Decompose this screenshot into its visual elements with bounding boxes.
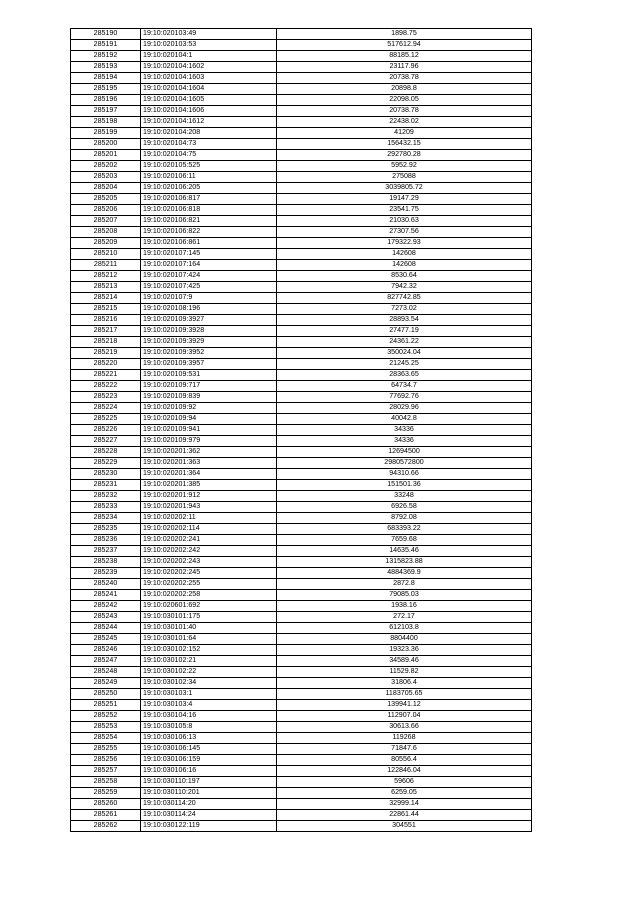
value-cell: 139941.12 <box>277 700 532 711</box>
row-number-cell: 285208 <box>71 227 141 238</box>
cadastral-number-cell: 19:10:030101:40 <box>141 623 277 634</box>
table-row <box>71 161 532 172</box>
cadastral-number-cell: 19:10:020107:145 <box>141 249 277 260</box>
table-row <box>71 601 532 612</box>
table-row <box>71 733 532 744</box>
cadastral-number-cell: 19:10:020104:1602 <box>141 62 277 73</box>
table-row <box>71 40 532 51</box>
value-cell: 59606 <box>277 777 532 788</box>
value-cell: 122846.04 <box>277 766 532 777</box>
row-number-cell: 285216 <box>71 315 141 326</box>
row-number-cell: 285228 <box>71 447 141 458</box>
table-row <box>71 766 532 777</box>
row-number-cell: 285244 <box>71 623 141 634</box>
row-number-cell: 285255 <box>71 744 141 755</box>
value-cell: 23541.75 <box>277 205 532 216</box>
table-row <box>71 271 532 282</box>
value-cell: 119268 <box>277 733 532 744</box>
row-number-cell: 285203 <box>71 172 141 183</box>
row-number-cell: 285238 <box>71 557 141 568</box>
cadastral-value-table <box>70 28 532 832</box>
row-number-cell: 285249 <box>71 678 141 689</box>
cadastral-number-cell: 19:10:020109:717 <box>141 381 277 392</box>
table-row <box>71 821 532 832</box>
cadastral-number-cell: 19:10:030106:145 <box>141 744 277 755</box>
row-number-cell: 285195 <box>71 84 141 95</box>
table-row <box>71 447 532 458</box>
row-number-cell: 285206 <box>71 205 141 216</box>
row-number-cell: 285232 <box>71 491 141 502</box>
value-cell: 517612.94 <box>277 40 532 51</box>
row-number-cell: 285222 <box>71 381 141 392</box>
cadastral-number-cell: 19:10:020109:92 <box>141 403 277 414</box>
table-row <box>71 744 532 755</box>
value-cell: 179322.93 <box>277 238 532 249</box>
table-row <box>71 403 532 414</box>
row-number-cell: 285235 <box>71 524 141 535</box>
table-row <box>71 194 532 205</box>
row-number-cell: 285200 <box>71 139 141 150</box>
table-row <box>71 579 532 590</box>
cadastral-number-cell: 19:10:020201:363 <box>141 458 277 469</box>
value-cell: 350024.04 <box>277 348 532 359</box>
cadastral-number-cell: 19:10:020104:208 <box>141 128 277 139</box>
cadastral-number-cell: 19:10:020109:3952 <box>141 348 277 359</box>
table-row <box>71 238 532 249</box>
cadastral-number-cell: 19:10:020109:3957 <box>141 359 277 370</box>
table-row <box>71 106 532 117</box>
row-number-cell: 285214 <box>71 293 141 304</box>
row-number-cell: 285201 <box>71 150 141 161</box>
row-number-cell: 285254 <box>71 733 141 744</box>
value-cell: 40042.8 <box>277 414 532 425</box>
cadastral-number-cell: 19:10:020106:821 <box>141 216 277 227</box>
cadastral-number-cell: 19:10:020109:94 <box>141 414 277 425</box>
value-cell: 19147.29 <box>277 194 532 205</box>
row-number-cell: 285199 <box>71 128 141 139</box>
table-row <box>71 799 532 810</box>
table-row <box>71 117 532 128</box>
row-number-cell: 285224 <box>71 403 141 414</box>
table-row <box>71 326 532 337</box>
table-row <box>71 700 532 711</box>
cadastral-number-cell: 19:10:020201:364 <box>141 469 277 480</box>
table-row <box>71 29 532 40</box>
cadastral-number-cell: 19:10:020104:1604 <box>141 84 277 95</box>
cadastral-number-cell: 19:10:020103:53 <box>141 40 277 51</box>
row-number-cell: 285194 <box>71 73 141 84</box>
row-number-cell: 285190 <box>71 29 141 40</box>
table-row <box>71 678 532 689</box>
cadastral-number-cell: 19:10:020202:242 <box>141 546 277 557</box>
row-number-cell: 285237 <box>71 546 141 557</box>
table-row <box>71 436 532 447</box>
cadastral-number-cell: 19:10:030102:152 <box>141 645 277 656</box>
value-cell: 27307.56 <box>277 227 532 238</box>
row-number-cell: 285215 <box>71 304 141 315</box>
table-row <box>71 612 532 623</box>
cadastral-number-cell: 19:10:020202:255 <box>141 579 277 590</box>
cadastral-number-cell: 19:10:030102:21 <box>141 656 277 667</box>
cadastral-number-cell: 19:10:020601:692 <box>141 601 277 612</box>
row-number-cell: 285258 <box>71 777 141 788</box>
cadastral-number-cell: 19:10:020109:3928 <box>141 326 277 337</box>
cadastral-number-cell: 19:10:030114:20 <box>141 799 277 810</box>
cadastral-number-cell: 19:10:020202:245 <box>141 568 277 579</box>
value-cell: 23117.96 <box>277 62 532 73</box>
cadastral-number-cell: 19:10:020106:861 <box>141 238 277 249</box>
value-cell: 6926.58 <box>277 502 532 513</box>
row-number-cell: 285256 <box>71 755 141 766</box>
cadastral-number-cell: 19:10:020201:912 <box>141 491 277 502</box>
cadastral-number-cell: 19:10:020104:1612 <box>141 117 277 128</box>
table-row <box>71 260 532 271</box>
value-cell: 34336 <box>277 436 532 447</box>
table-row <box>71 216 532 227</box>
value-cell: 142608 <box>277 249 532 260</box>
value-cell: 292780.28 <box>277 150 532 161</box>
value-cell: 20898.8 <box>277 84 532 95</box>
table-row <box>71 513 532 524</box>
table-row <box>71 359 532 370</box>
cadastral-number-cell: 19:10:020104:1606 <box>141 106 277 117</box>
row-number-cell: 285234 <box>71 513 141 524</box>
row-number-cell: 285253 <box>71 722 141 733</box>
cadastral-number-cell: 19:10:030101:64 <box>141 634 277 645</box>
table-row <box>71 535 532 546</box>
row-number-cell: 285218 <box>71 337 141 348</box>
cadastral-number-cell: 19:10:030102:34 <box>141 678 277 689</box>
cadastral-number-cell: 19:10:020107:164 <box>141 260 277 271</box>
row-number-cell: 285210 <box>71 249 141 260</box>
cadastral-number-cell: 19:10:020104:75 <box>141 150 277 161</box>
row-number-cell: 285198 <box>71 117 141 128</box>
value-cell: 156432.15 <box>277 139 532 150</box>
value-cell: 88185.12 <box>277 51 532 62</box>
table-row <box>71 150 532 161</box>
value-cell: 1938.16 <box>277 601 532 612</box>
value-cell: 28029.96 <box>277 403 532 414</box>
cadastral-number-cell: 19:10:030110:201 <box>141 788 277 799</box>
cadastral-number-cell: 19:10:020202:258 <box>141 590 277 601</box>
value-cell: 77692.76 <box>277 392 532 403</box>
value-cell: 28363.65 <box>277 370 532 381</box>
value-cell: 683393.22 <box>277 524 532 535</box>
value-cell: 12694500 <box>277 447 532 458</box>
row-number-cell: 285192 <box>71 51 141 62</box>
cadastral-number-cell: 19:10:020202:11 <box>141 513 277 524</box>
cadastral-number-cell: 19:10:030106:13 <box>141 733 277 744</box>
row-number-cell: 285229 <box>71 458 141 469</box>
row-number-cell: 285223 <box>71 392 141 403</box>
table-row <box>71 95 532 106</box>
row-number-cell: 285202 <box>71 161 141 172</box>
row-number-cell: 285259 <box>71 788 141 799</box>
value-cell: 612103.8 <box>277 623 532 634</box>
value-cell: 7942.32 <box>277 282 532 293</box>
row-number-cell: 285220 <box>71 359 141 370</box>
row-number-cell: 285245 <box>71 634 141 645</box>
cadastral-number-cell: 19:10:020107:424 <box>141 271 277 282</box>
value-cell: 6259.05 <box>277 788 532 799</box>
value-cell: 33248 <box>277 491 532 502</box>
row-number-cell: 285226 <box>71 425 141 436</box>
value-cell: 24361.22 <box>277 337 532 348</box>
cadastral-number-cell: 19:10:020201:362 <box>141 447 277 458</box>
value-cell: 34589.46 <box>277 656 532 667</box>
value-cell: 20738.78 <box>277 73 532 84</box>
cadastral-number-cell: 19:10:030122:119 <box>141 821 277 832</box>
cadastral-number-cell: 19:10:020109:531 <box>141 370 277 381</box>
row-number-cell: 285213 <box>71 282 141 293</box>
row-number-cell: 285252 <box>71 711 141 722</box>
cadastral-number-cell: 19:10:020106:205 <box>141 183 277 194</box>
value-cell: 1183705.65 <box>277 689 532 700</box>
table-row <box>71 557 532 568</box>
value-cell: 151501.36 <box>277 480 532 491</box>
cadastral-number-cell: 19:10:020108:196 <box>141 304 277 315</box>
row-number-cell: 285209 <box>71 238 141 249</box>
table-row <box>71 502 532 513</box>
table-row <box>71 381 532 392</box>
table-row <box>71 172 532 183</box>
table-row <box>71 392 532 403</box>
value-cell: 112907.04 <box>277 711 532 722</box>
table-row <box>71 491 532 502</box>
table-row <box>71 62 532 73</box>
value-cell: 31806.4 <box>277 678 532 689</box>
row-number-cell: 285250 <box>71 689 141 700</box>
row-number-cell: 285204 <box>71 183 141 194</box>
table-row <box>71 315 532 326</box>
cadastral-number-cell: 19:10:020107:9 <box>141 293 277 304</box>
value-cell: 827742.85 <box>277 293 532 304</box>
value-cell: 34336 <box>277 425 532 436</box>
cadastral-number-cell: 19:10:020109:941 <box>141 425 277 436</box>
table-row <box>71 304 532 315</box>
row-number-cell: 285211 <box>71 260 141 271</box>
row-number-cell: 285240 <box>71 579 141 590</box>
cadastral-number-cell: 19:10:020109:839 <box>141 392 277 403</box>
cadastral-number-cell: 19:10:020106:817 <box>141 194 277 205</box>
table-row <box>71 205 532 216</box>
cadastral-number-cell: 19:10:030103:1 <box>141 689 277 700</box>
value-cell: 304551 <box>277 821 532 832</box>
table-row <box>71 84 532 95</box>
cadastral-number-cell: 19:10:020104:1605 <box>141 95 277 106</box>
table-row <box>71 139 532 150</box>
value-cell: 1898.75 <box>277 29 532 40</box>
cadastral-number-cell: 19:10:020107:425 <box>141 282 277 293</box>
value-cell: 21030.63 <box>277 216 532 227</box>
row-number-cell: 285239 <box>71 568 141 579</box>
row-number-cell: 285217 <box>71 326 141 337</box>
table-row <box>71 788 532 799</box>
row-number-cell: 285205 <box>71 194 141 205</box>
row-number-cell: 285241 <box>71 590 141 601</box>
cadastral-number-cell: 19:10:020106:11 <box>141 172 277 183</box>
row-number-cell: 285257 <box>71 766 141 777</box>
value-cell: 5952.92 <box>277 161 532 172</box>
row-number-cell: 285207 <box>71 216 141 227</box>
cadastral-number-cell: 19:10:020202:241 <box>141 535 277 546</box>
cadastral-number-cell: 19:10:020109:3927 <box>141 315 277 326</box>
table-row <box>71 524 532 535</box>
value-cell: 22098.05 <box>277 95 532 106</box>
value-cell: 20738.78 <box>277 106 532 117</box>
table-row <box>71 755 532 766</box>
table-row <box>71 337 532 348</box>
value-cell: 4884369.9 <box>277 568 532 579</box>
value-cell: 64734.7 <box>277 381 532 392</box>
row-number-cell: 285262 <box>71 821 141 832</box>
row-number-cell: 285231 <box>71 480 141 491</box>
value-cell: 2872.8 <box>277 579 532 590</box>
value-cell: 19323.36 <box>277 645 532 656</box>
row-number-cell: 285227 <box>71 436 141 447</box>
value-cell: 1315823.88 <box>277 557 532 568</box>
table-row <box>71 689 532 700</box>
value-cell: 21245.25 <box>277 359 532 370</box>
cadastral-number-cell: 19:10:030110:197 <box>141 777 277 788</box>
row-number-cell: 285230 <box>71 469 141 480</box>
table-row <box>71 425 532 436</box>
row-number-cell: 285193 <box>71 62 141 73</box>
row-number-cell: 285261 <box>71 810 141 821</box>
table-row <box>71 645 532 656</box>
table-row <box>71 590 532 601</box>
value-cell: 71847.6 <box>277 744 532 755</box>
row-number-cell: 285243 <box>71 612 141 623</box>
table-row <box>71 293 532 304</box>
row-number-cell: 285212 <box>71 271 141 282</box>
table-row <box>71 469 532 480</box>
table-row <box>71 480 532 491</box>
value-cell: 3039805.72 <box>277 183 532 194</box>
value-cell: 142608 <box>277 260 532 271</box>
row-number-cell: 285221 <box>71 370 141 381</box>
cadastral-number-cell: 19:10:030104:16 <box>141 711 277 722</box>
value-cell: 28893.54 <box>277 315 532 326</box>
cadastral-number-cell: 19:10:030102:22 <box>141 667 277 678</box>
value-cell: 32999.14 <box>277 799 532 810</box>
table-row <box>71 183 532 194</box>
table-row <box>71 634 532 645</box>
cadastral-number-cell: 19:10:020109:979 <box>141 436 277 447</box>
table-row <box>71 458 532 469</box>
table-row <box>71 249 532 260</box>
value-cell: 30613.66 <box>277 722 532 733</box>
value-cell: 275088 <box>277 172 532 183</box>
cadastral-number-cell: 19:10:020105:525 <box>141 161 277 172</box>
row-number-cell: 285260 <box>71 799 141 810</box>
cadastral-number-cell: 19:10:030101:175 <box>141 612 277 623</box>
table-row <box>71 370 532 381</box>
row-number-cell: 285246 <box>71 645 141 656</box>
cadastral-number-cell: 19:10:020106:818 <box>141 205 277 216</box>
value-cell: 22438.02 <box>277 117 532 128</box>
row-number-cell: 285236 <box>71 535 141 546</box>
cadastral-number-cell: 19:10:030103:4 <box>141 700 277 711</box>
cadastral-number-cell: 19:10:020104:1 <box>141 51 277 62</box>
table-row <box>71 414 532 425</box>
cadastral-number-cell: 19:10:020103:49 <box>141 29 277 40</box>
value-cell: 41209 <box>277 128 532 139</box>
value-cell: 8804400 <box>277 634 532 645</box>
table-row <box>71 777 532 788</box>
cadastral-number-cell: 19:10:030114:24 <box>141 810 277 821</box>
table-row <box>71 656 532 667</box>
row-number-cell: 285248 <box>71 667 141 678</box>
row-number-cell: 285233 <box>71 502 141 513</box>
row-number-cell: 285225 <box>71 414 141 425</box>
table-row <box>71 348 532 359</box>
value-cell: 8530.64 <box>277 271 532 282</box>
row-number-cell: 285196 <box>71 95 141 106</box>
value-cell: 8792.08 <box>277 513 532 524</box>
value-cell: 272.17 <box>277 612 532 623</box>
row-number-cell: 285247 <box>71 656 141 667</box>
table-row <box>71 722 532 733</box>
value-cell: 7273.02 <box>277 304 532 315</box>
row-number-cell: 285191 <box>71 40 141 51</box>
cadastral-number-cell: 19:10:020202:243 <box>141 557 277 568</box>
value-cell: 80556.4 <box>277 755 532 766</box>
table-row <box>71 227 532 238</box>
cadastral-number-cell: 19:10:020104:73 <box>141 139 277 150</box>
cadastral-number-cell: 19:10:030105:8 <box>141 722 277 733</box>
table-row <box>71 128 532 139</box>
table-row <box>71 73 532 84</box>
table-row <box>71 623 532 634</box>
cadastral-number-cell: 19:10:030106:16 <box>141 766 277 777</box>
table-row <box>71 546 532 557</box>
value-cell: 94310.66 <box>277 469 532 480</box>
table-row <box>71 711 532 722</box>
value-cell: 2980572800 <box>277 458 532 469</box>
row-number-cell: 285219 <box>71 348 141 359</box>
value-cell: 14635.46 <box>277 546 532 557</box>
value-cell: 7659.68 <box>277 535 532 546</box>
row-number-cell: 285242 <box>71 601 141 612</box>
cadastral-number-cell: 19:10:020202:114 <box>141 524 277 535</box>
row-number-cell: 285197 <box>71 106 141 117</box>
cadastral-number-cell: 19:10:020109:3929 <box>141 337 277 348</box>
table-row <box>71 810 532 821</box>
table-row <box>71 51 532 62</box>
table-row <box>71 282 532 293</box>
value-cell: 27477.19 <box>277 326 532 337</box>
value-cell: 22861.44 <box>277 810 532 821</box>
cadastral-number-cell: 19:10:020201:943 <box>141 502 277 513</box>
table-row <box>71 667 532 678</box>
cadastral-number-cell: 19:10:020201:385 <box>141 480 277 491</box>
table-body <box>71 29 532 832</box>
row-number-cell: 285251 <box>71 700 141 711</box>
cadastral-number-cell: 19:10:030106:159 <box>141 755 277 766</box>
table-row <box>71 568 532 579</box>
cadastral-number-cell: 19:10:020104:1603 <box>141 73 277 84</box>
value-cell: 11529.82 <box>277 667 532 678</box>
cadastral-number-cell: 19:10:020106:822 <box>141 227 277 238</box>
value-cell: 79085.03 <box>277 590 532 601</box>
